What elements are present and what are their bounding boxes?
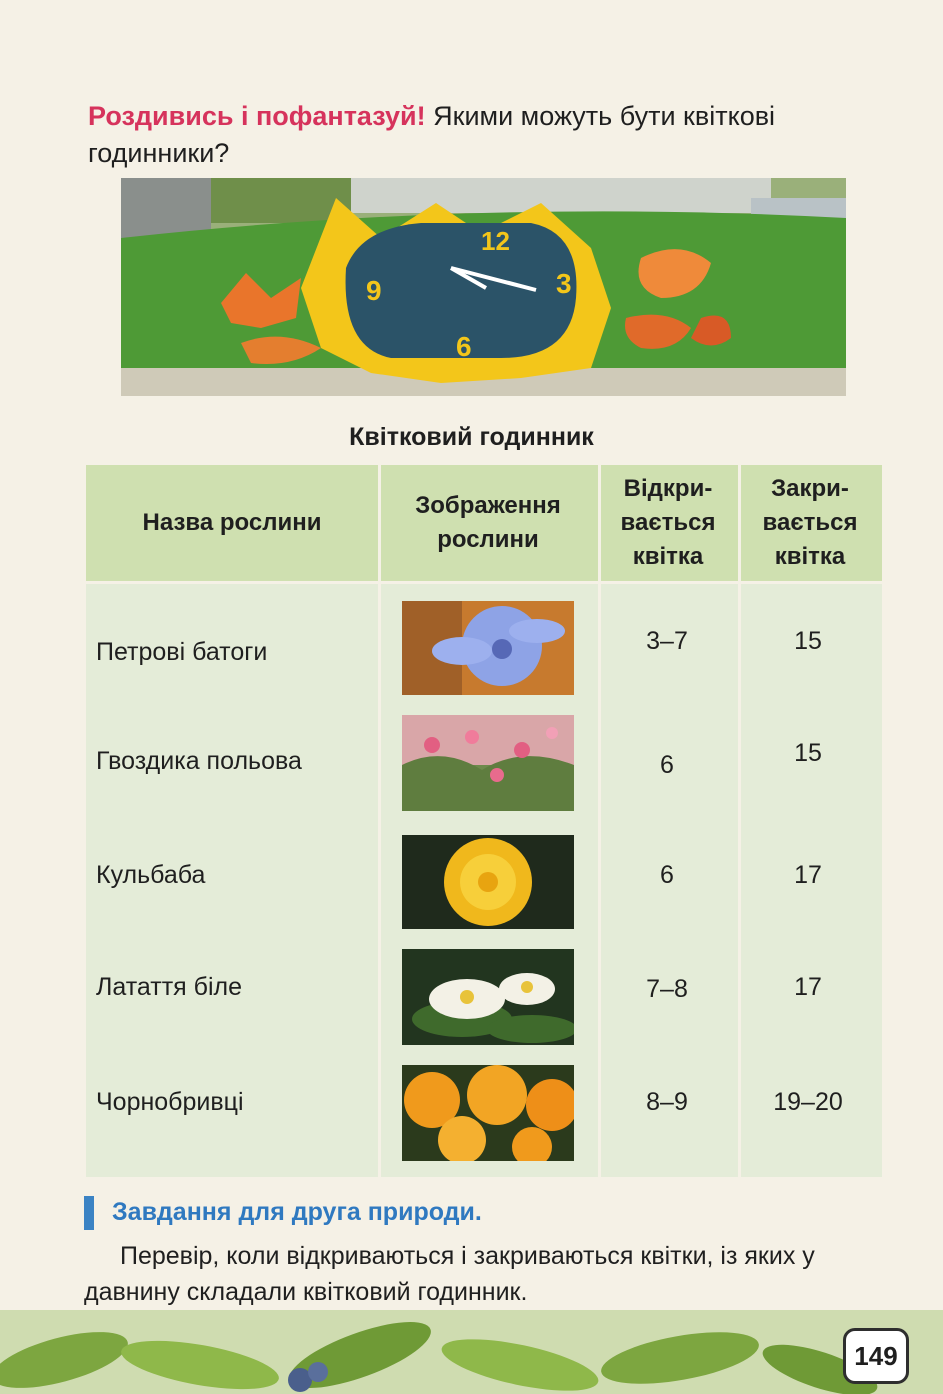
flower-clock-table xyxy=(86,465,882,1177)
intro-text: Якими можуть бути квіткові годинники? xyxy=(88,101,776,168)
header-opens: Відкри-вається квітка xyxy=(620,475,716,570)
opens-time: 6 xyxy=(660,751,674,779)
opens-time: 6 xyxy=(660,861,674,889)
table-row xyxy=(86,707,882,819)
flower-clock-illustration xyxy=(121,178,846,396)
plant-name: Латаття біле xyxy=(96,973,243,1001)
closes-time: 19–20 xyxy=(773,1088,843,1116)
dandelion-image xyxy=(402,835,574,929)
carnation-field-image xyxy=(402,715,574,811)
header-plant-image: Зображення рослини xyxy=(415,492,561,553)
table-row xyxy=(86,595,882,707)
plant-name: Петрові батоги xyxy=(96,638,268,666)
marigold-image xyxy=(402,1065,574,1161)
header-closes: Закри-вається квітка xyxy=(762,475,858,570)
opens-time: 8–9 xyxy=(646,1088,688,1116)
foliage-decoration xyxy=(0,1310,943,1394)
opens-time: 3–7 xyxy=(646,627,688,655)
task-text: Перевір, коли відкриваються і закриваються квітки, із яких у давнину складали квітковий годинник. xyxy=(84,1242,815,1306)
clock-numeral-3: 3 xyxy=(556,268,572,299)
closes-time: 17 xyxy=(794,973,822,1001)
table-row xyxy=(86,931,882,1043)
closes-time: 15 xyxy=(794,627,822,655)
header-divider xyxy=(86,581,882,584)
intro-paragraph xyxy=(88,98,888,172)
closes-time: 15 xyxy=(794,739,822,767)
table-row xyxy=(86,819,882,931)
plant-name: Чорнобривці xyxy=(96,1088,244,1116)
header-plant-name: Назва рослини xyxy=(142,509,322,536)
flower-clock-photo xyxy=(121,178,846,396)
table-row xyxy=(86,1043,882,1155)
water-lily-image xyxy=(402,949,574,1045)
task-title: Завдання для друга природи. xyxy=(112,1198,482,1226)
table-caption: Квітковий годинник xyxy=(349,423,594,451)
plant-name: Гвоздика польова xyxy=(96,747,302,775)
intro-accent: Роздивись і пофантазуй! xyxy=(88,101,426,131)
clock-numeral-9: 9 xyxy=(366,275,382,306)
chicory-flower-image xyxy=(402,601,574,695)
task-marker xyxy=(84,1196,94,1230)
clock-numeral-6: 6 xyxy=(456,331,472,362)
plant-name: Кульбаба xyxy=(96,861,206,889)
clock-numeral-12: 12 xyxy=(481,226,510,256)
opens-time: 7–8 xyxy=(646,975,688,1003)
page-number: 149 xyxy=(843,1328,909,1384)
closes-time: 17 xyxy=(794,861,822,889)
